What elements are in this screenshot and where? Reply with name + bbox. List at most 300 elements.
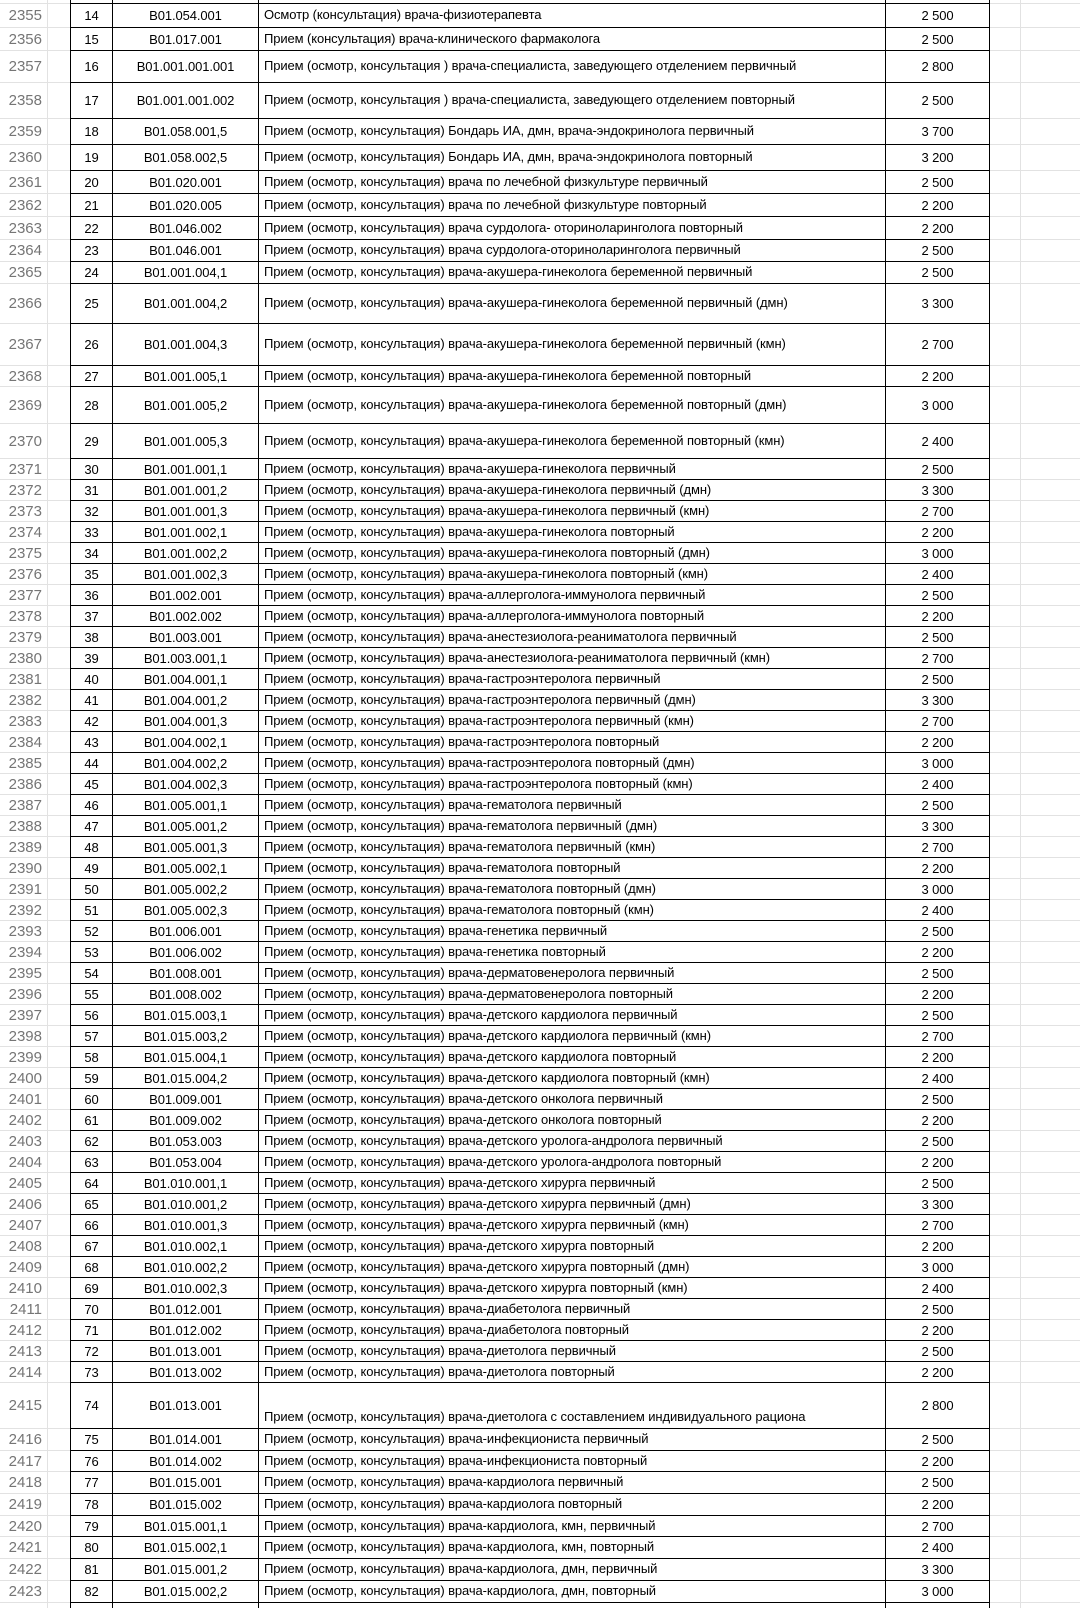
cell-empty-right-1[interactable] (990, 816, 1020, 837)
cell-empty-right-2[interactable] (1020, 1494, 1080, 1516)
cell-number[interactable]: 21 (70, 194, 112, 217)
cell-number[interactable]: 24 (70, 262, 112, 284)
cell-empty-a[interactable] (47, 171, 70, 194)
cell-price[interactable]: 2 700 (885, 1026, 990, 1047)
cell-code[interactable]: В01.008.002 (112, 984, 258, 1005)
cell-price[interactable]: 3 700 (885, 119, 990, 145)
cell-number[interactable]: 81 (70, 1559, 112, 1581)
cell-empty-a[interactable] (47, 262, 70, 284)
cell-price[interactable]: 2 500 (885, 921, 990, 942)
cell-code[interactable]: В01.010.002,1 (112, 1236, 258, 1257)
row-header[interactable]: 2355 (0, 4, 47, 28)
cell-number[interactable]: 75 (70, 1429, 112, 1451)
cell-number[interactable]: 59 (70, 1068, 112, 1089)
cell-price[interactable]: 2 500 (885, 1472, 990, 1494)
cell-description[interactable]: Прием (осмотр, консультация) врача-гастроэнтеролога первичный (дмн) (258, 690, 885, 711)
cell-price[interactable]: 3 000 (885, 1581, 990, 1603)
cell-empty-right-1[interactable] (990, 1494, 1020, 1516)
cell-code[interactable]: В01.004.001,1 (112, 669, 258, 690)
cell-description[interactable]: Прием (осмотр, консультация) врача-акушера-гинеколога первичный (258, 459, 885, 480)
cell-description[interactable]: Прием (осмотр, консультация) врача-диетолога с составлением индивидуального рациона (258, 1383, 885, 1429)
cell-price[interactable]: 2 200 (885, 1047, 990, 1068)
cell-empty-a[interactable] (47, 753, 70, 774)
cell-empty-right-1[interactable] (990, 921, 1020, 942)
row-header[interactable]: 2394 (0, 942, 47, 963)
row-header[interactable]: 2402 (0, 1110, 47, 1131)
row-header[interactable]: 2398 (0, 1026, 47, 1047)
cell-empty-a[interactable] (47, 284, 70, 324)
cell-number[interactable]: 44 (70, 753, 112, 774)
cell-description[interactable]: Прием (осмотр, консультация) врача сурдолога- оториноларинголога повторный (258, 217, 885, 240)
cell-number[interactable]: 56 (70, 1005, 112, 1026)
cell-empty-a[interactable] (47, 145, 70, 171)
cell-description[interactable]: Прием (осмотр, консультация) врача-детского хирурга первичный (кмн) (258, 1215, 885, 1236)
cell-empty-right-1[interactable] (990, 480, 1020, 501)
cell-price[interactable]: 2 500 (885, 1429, 990, 1451)
cell-empty-right-1[interactable] (990, 1005, 1020, 1026)
cell-code[interactable]: В01.014.002 (112, 1451, 258, 1472)
cell-price[interactable]: 2 200 (885, 1494, 990, 1516)
row-header[interactable]: 2405 (0, 1173, 47, 1194)
cell-empty-a[interactable] (47, 240, 70, 262)
cell-empty-right-1[interactable] (990, 324, 1020, 366)
cell-empty-a[interactable] (47, 217, 70, 240)
cell-empty-right-2[interactable] (1020, 1089, 1080, 1110)
cell-empty-right-2[interactable] (1020, 732, 1080, 753)
cell-empty-a[interactable] (47, 1451, 70, 1472)
cell-empty-right-1[interactable] (990, 732, 1020, 753)
cell-empty-right-2[interactable] (1020, 606, 1080, 627)
row-header[interactable]: 2378 (0, 606, 47, 627)
cell-description[interactable]: Прием (осмотр, консультация) врача-гастроэнтеролога повторный (258, 732, 885, 753)
cell-code[interactable]: В01.015.004,1 (112, 1047, 258, 1068)
cell-empty-a[interactable] (47, 711, 70, 732)
cell-empty-a[interactable] (47, 51, 70, 83)
cell-price[interactable]: 2 500 (885, 795, 990, 816)
cell-number[interactable]: 36 (70, 585, 112, 606)
cell-code[interactable]: В01.020.001 (112, 171, 258, 194)
cell-empty-right-2[interactable] (1020, 119, 1080, 145)
cell-number[interactable]: 69 (70, 1278, 112, 1299)
cell-empty-right-1[interactable] (990, 240, 1020, 262)
cell-empty-a[interactable] (47, 732, 70, 753)
cell-description[interactable]: Прием (осмотр, консультация) врача-детского хирурга первичный (дмн) (258, 1194, 885, 1215)
cell-empty-right-2[interactable] (1020, 1110, 1080, 1131)
cell-number[interactable]: 34 (70, 543, 112, 564)
cell-empty-right-1[interactable] (990, 627, 1020, 648)
cell-description[interactable]: Прием (осмотр, консультация) врача-диабетолога первичный (258, 1299, 885, 1320)
cell-description[interactable]: Прием (осмотр, консультация) врача-анестезиолога-реаниматолога первичный (258, 627, 885, 648)
cell-price[interactable]: 2 400 (885, 424, 990, 459)
cell-empty-right-2[interactable] (1020, 648, 1080, 669)
cell-empty-right-1[interactable] (990, 1047, 1020, 1068)
cell-empty-right-1[interactable] (990, 1341, 1020, 1362)
cell-description[interactable]: Прием (осмотр, консультация) врача-акушера-гинеколога беременной повторный (дмн) (258, 387, 885, 424)
row-header[interactable]: 2416 (0, 1429, 47, 1451)
cell-empty-right-1[interactable] (990, 879, 1020, 900)
row-header[interactable]: 2374 (0, 522, 47, 543)
cell-description[interactable]: Прием (осмотр, консультация) врача-гематолога повторный (258, 858, 885, 879)
cell-description[interactable]: Прием (осмотр, консультация) врача-детского онколога первичный (258, 1089, 885, 1110)
cell-empty-a[interactable] (47, 690, 70, 711)
row-header[interactable]: 2383 (0, 711, 47, 732)
cell-description[interactable]: Прием (осмотр, консультация) врача-гастроэнтеролога первичный (258, 669, 885, 690)
cell-empty-right-2[interactable] (1020, 984, 1080, 1005)
cell-empty-right-2[interactable] (1020, 1429, 1080, 1451)
cell-code[interactable]: В01.001.001.001 (112, 51, 258, 83)
row-header[interactable]: 2367 (0, 324, 47, 366)
cell-empty-right-2[interactable] (1020, 51, 1080, 83)
cell-description[interactable]: Прием (осмотр, консультация) врача-гастроэнтеролога повторный (дмн) (258, 753, 885, 774)
row-header[interactable]: 2368 (0, 366, 47, 387)
cell-description[interactable]: Прием (осмотр, консультация) врача-генетика первичный (258, 921, 885, 942)
cell-number[interactable]: 41 (70, 690, 112, 711)
cell-empty-right-2[interactable] (1020, 1559, 1080, 1581)
row-header[interactable]: 2372 (0, 480, 47, 501)
cell-description[interactable]: Прием (осмотр, консультация) врача-акушера-гинеколога беременной первичный (кмн) (258, 324, 885, 366)
cell-number[interactable]: 32 (70, 501, 112, 522)
cell-code[interactable]: В01.002.002 (112, 606, 258, 627)
cell-empty-right-2[interactable] (1020, 171, 1080, 194)
cell-price[interactable]: 2 500 (885, 1173, 990, 1194)
cell-empty-a[interactable] (47, 627, 70, 648)
cell-empty-right-1[interactable] (990, 690, 1020, 711)
row-header[interactable]: 2366 (0, 284, 47, 324)
cell-empty-right-1[interactable] (990, 1603, 1020, 1608)
cell-description[interactable]: Прием (осмотр, консультация) врача-диабетолога повторный (258, 1320, 885, 1341)
cell-empty-a[interactable] (47, 1341, 70, 1362)
cell-empty-a[interactable] (47, 501, 70, 522)
cell-code[interactable]: В01.013.001 (112, 1383, 258, 1429)
cell-price[interactable]: 2 200 (885, 1110, 990, 1131)
cell-number[interactable]: 73 (70, 1362, 112, 1383)
cell-empty-right-2[interactable] (1020, 711, 1080, 732)
cell-code[interactable]: В01.046.001 (112, 240, 258, 262)
cell-code[interactable]: В01.015.004,2 (112, 1068, 258, 1089)
row-header[interactable]: 2359 (0, 119, 47, 145)
cell-empty-right-2[interactable] (1020, 753, 1080, 774)
cell-description[interactable]: Прием (осмотр, консультация) врача-кардиолога, дмн, повторный (258, 1581, 885, 1603)
cell-price[interactable]: 2 200 (885, 1320, 990, 1341)
cell-empty-a[interactable] (47, 606, 70, 627)
cell-number[interactable]: 57 (70, 1026, 112, 1047)
cell-description[interactable]: Прием (осмотр, консультация) врача-детского хирурга первичный (258, 1173, 885, 1194)
cell-code[interactable]: В01.015.002,1 (112, 1537, 258, 1559)
cell-empty-a[interactable] (47, 4, 70, 28)
row-header[interactable]: 2362 (0, 194, 47, 217)
cell-empty-a[interactable] (47, 1362, 70, 1383)
row-header[interactable]: 2395 (0, 963, 47, 984)
cell-empty-right-1[interactable] (990, 669, 1020, 690)
row-header[interactable]: 2370 (0, 424, 47, 459)
cell-price[interactable]: 2 400 (885, 1278, 990, 1299)
row-header[interactable]: 2384 (0, 732, 47, 753)
cell-description[interactable]: Прием (осмотр, консультация) врача-анестезиолога-реаниматолога первичный (кмн) (258, 648, 885, 669)
cell-empty-a[interactable] (47, 984, 70, 1005)
cell-empty-right-2[interactable] (1020, 879, 1080, 900)
row-header[interactable]: 2393 (0, 921, 47, 942)
cell-code[interactable]: В01.046.002 (112, 217, 258, 240)
cell-number[interactable]: 51 (70, 900, 112, 921)
cell-code[interactable]: В01.010.002,3 (112, 1278, 258, 1299)
cell-number[interactable]: 77 (70, 1472, 112, 1494)
cell-price[interactable]: 2 500 (885, 28, 990, 51)
cell-code[interactable]: В01.001.005,2 (112, 387, 258, 424)
cell-empty-right-1[interactable] (990, 984, 1020, 1005)
cell-description[interactable]: Прием (осмотр, консультация) врача-гастроэнтеролога повторный (кмн) (258, 774, 885, 795)
cell-empty-a[interactable] (47, 324, 70, 366)
cell-number[interactable]: 30 (70, 459, 112, 480)
cell-number[interactable]: 50 (70, 879, 112, 900)
cell-empty-right-2[interactable] (1020, 1603, 1080, 1608)
row-header[interactable]: 2413 (0, 1341, 47, 1362)
cell-empty-right-1[interactable] (990, 83, 1020, 119)
cell-empty-a[interactable] (47, 480, 70, 501)
cell-empty-right-2[interactable] (1020, 480, 1080, 501)
cell-empty-right-2[interactable] (1020, 28, 1080, 51)
cell-description[interactable]: Прием (осмотр, консультация) врача-аллерголога-иммунолога первичный (258, 585, 885, 606)
cell-empty-right-2[interactable] (1020, 1278, 1080, 1299)
cell-number[interactable]: 19 (70, 145, 112, 171)
cell-price[interactable]: 2 200 (885, 1451, 990, 1472)
cell-empty-right-2[interactable] (1020, 1451, 1080, 1472)
cell-empty-a[interactable] (47, 1131, 70, 1152)
cell-code[interactable]: В01.001.004,2 (112, 284, 258, 324)
cell-empty-a[interactable] (47, 942, 70, 963)
cell-empty-right-1[interactable] (990, 900, 1020, 921)
cell-number[interactable]: 43 (70, 732, 112, 753)
cell-code[interactable]: В01.001.002,2 (112, 543, 258, 564)
cell-description[interactable]: Прием (осмотр, консультация) врача-детского кардиолога повторный (258, 1047, 885, 1068)
cell-description[interactable]: Прием (осмотр, консультация) врача по лечебной физкультуре повторный (258, 194, 885, 217)
cell-empty-a[interactable] (47, 648, 70, 669)
row-header[interactable]: 2417 (0, 1451, 47, 1472)
cell-number[interactable]: 42 (70, 711, 112, 732)
cell-code[interactable]: В01.015.001 (112, 1472, 258, 1494)
cell-empty-right-2[interactable] (1020, 424, 1080, 459)
cell-code[interactable]: В01.020.005 (112, 194, 258, 217)
cell-number[interactable]: 18 (70, 119, 112, 145)
cell-description[interactable]: Прием (осмотр, консультация) врача-гематолога первичный (дмн) (258, 816, 885, 837)
cell-empty-right-1[interactable] (990, 1537, 1020, 1559)
cell-empty-a[interactable] (47, 1110, 70, 1131)
cell-empty-right-1[interactable] (990, 963, 1020, 984)
cell-empty-right-1[interactable] (990, 459, 1020, 480)
cell-code[interactable]: В01.014.001 (112, 1429, 258, 1451)
cell-empty-right-2[interactable] (1020, 669, 1080, 690)
cell-number[interactable]: 29 (70, 424, 112, 459)
cell-description[interactable]: Прием (осмотр, консультация) врача-диетолога повторный (258, 1362, 885, 1383)
cell-code[interactable]: В01.058.002,5 (112, 145, 258, 171)
row-header[interactable]: 2360 (0, 145, 47, 171)
cell-empty-a[interactable] (47, 900, 70, 921)
cell-empty-right-2[interactable] (1020, 1362, 1080, 1383)
cell-price[interactable]: 3 200 (885, 145, 990, 171)
cell-empty-right-2[interactable] (1020, 543, 1080, 564)
row-header[interactable]: 2371 (0, 459, 47, 480)
cell-empty-right-2[interactable] (1020, 284, 1080, 324)
cell-empty-a[interactable] (47, 963, 70, 984)
row-header[interactable]: 2375 (0, 543, 47, 564)
cell-number[interactable]: 78 (70, 1494, 112, 1516)
cell-empty-right-1[interactable] (990, 171, 1020, 194)
cell-empty-right-2[interactable] (1020, 1299, 1080, 1320)
cell-number[interactable]: 60 (70, 1089, 112, 1110)
cell-price[interactable]: 3 000 (885, 387, 990, 424)
cell-price[interactable]: 2 700 (885, 1516, 990, 1537)
cell-empty-right-1[interactable] (990, 1110, 1020, 1131)
cell-number[interactable]: 28 (70, 387, 112, 424)
cell-code[interactable]: В01.005.002,3 (112, 900, 258, 921)
cell-empty-right-2[interactable] (1020, 217, 1080, 240)
cell-description[interactable]: Прием (осмотр, консультация) врача-детского кардиолога первичный (кмн) (258, 1026, 885, 1047)
cell-empty-a[interactable] (47, 837, 70, 858)
cell-empty-right-2[interactable] (1020, 1320, 1080, 1341)
cell-empty-right-2[interactable] (1020, 1152, 1080, 1173)
cell-number[interactable]: 62 (70, 1131, 112, 1152)
cell-empty-a[interactable] (47, 1559, 70, 1581)
cell-price[interactable]: 2 700 (885, 501, 990, 522)
cell-empty-right-1[interactable] (990, 1472, 1020, 1494)
cell-empty-a[interactable] (47, 774, 70, 795)
cell-description[interactable]: Прием (осмотр, консультация) врача-акушера-гинеколога первичный (кмн) (258, 501, 885, 522)
cell-number[interactable]: 23 (70, 240, 112, 262)
cell-number[interactable]: 65 (70, 1194, 112, 1215)
cell-number[interactable]: 31 (70, 480, 112, 501)
row-header[interactable]: 2380 (0, 648, 47, 669)
cell-number[interactable]: 15 (70, 28, 112, 51)
cell-empty-right-1[interactable] (990, 366, 1020, 387)
row-header[interactable]: 2396 (0, 984, 47, 1005)
cell-empty-a[interactable] (47, 879, 70, 900)
cell-price[interactable]: 2 200 (885, 366, 990, 387)
row-header[interactable]: 2358 (0, 83, 47, 119)
cell-description[interactable]: Прием (осмотр, консультация) врача по лечебной физкультуре первичный (258, 171, 885, 194)
cell-code[interactable]: В01.015.002 (112, 1494, 258, 1516)
cell-empty-a[interactable] (47, 83, 70, 119)
cell-price[interactable]: 2 500 (885, 627, 990, 648)
cell-description[interactable]: Прием (осмотр, консультация) врача сурдолога-оториноларинголога первичный (258, 240, 885, 262)
cell-empty-right-2[interactable] (1020, 1215, 1080, 1236)
row-header[interactable]: 2389 (0, 837, 47, 858)
cell-code[interactable]: В01.013.002 (112, 1362, 258, 1383)
cell-empty-right-1[interactable] (990, 1026, 1020, 1047)
row-header[interactable]: 2386 (0, 774, 47, 795)
cell-empty-a[interactable] (47, 1005, 70, 1026)
cell-empty-a[interactable] (47, 585, 70, 606)
row-header[interactable]: 2392 (0, 900, 47, 921)
cell-empty-right-2[interactable] (1020, 942, 1080, 963)
cell-price[interactable]: 2 700 (885, 711, 990, 732)
cell-code[interactable]: В01.010.001,3 (112, 1215, 258, 1236)
cell-empty-right-1[interactable] (990, 4, 1020, 28)
row-header[interactable]: 2364 (0, 240, 47, 262)
cell-price[interactable]: 2 400 (885, 774, 990, 795)
cell-description[interactable]: Прием (осмотр, консультация) врача-дерматовенеролога первичный (258, 963, 885, 984)
cell-price[interactable]: 2 500 (885, 459, 990, 480)
cell-empty-right-2[interactable] (1020, 194, 1080, 217)
cell-empty-right-1[interactable] (990, 262, 1020, 284)
cell-empty-a[interactable] (47, 1173, 70, 1194)
cell-price[interactable]: 2 700 (885, 648, 990, 669)
cell-empty-right-2[interactable] (1020, 1173, 1080, 1194)
cell-empty-a[interactable] (47, 1068, 70, 1089)
row-header[interactable]: 2385 (0, 753, 47, 774)
cell-code[interactable]: В01.015.001,2 (112, 1559, 258, 1581)
cell-description[interactable]: Прием (осмотр, консультация) врача-детского кардиолога повторный (кмн) (258, 1068, 885, 1089)
cell-empty-right-2[interactable] (1020, 83, 1080, 119)
cell-description[interactable]: Прием (осмотр, консультация) врача-акушера-гинеколога повторный (кмн) (258, 564, 885, 585)
cell-code[interactable]: В01.005.001,2 (112, 816, 258, 837)
cell-price[interactable]: 3 300 (885, 480, 990, 501)
cell-description[interactable]: Прием (осмотр, консультация) врача-детского кардиолога первичный (258, 1005, 885, 1026)
cell-empty-right-2[interactable] (1020, 262, 1080, 284)
cell-number[interactable]: 35 (70, 564, 112, 585)
cell-description[interactable]: Прием (осмотр, консультация) врача-гематолога повторный (дмн) (258, 879, 885, 900)
cell-empty-right-1[interactable] (990, 1089, 1020, 1110)
cell-empty-a[interactable] (47, 1026, 70, 1047)
row-header[interactable]: 2387 (0, 795, 47, 816)
cell-empty-right-1[interactable] (990, 1173, 1020, 1194)
cell-empty-a[interactable] (47, 1257, 70, 1278)
row-header[interactable]: 2369 (0, 387, 47, 424)
cell-empty-right-2[interactable] (1020, 564, 1080, 585)
cell-price[interactable]: 2 500 (885, 4, 990, 28)
cell-empty-right-1[interactable] (990, 1299, 1020, 1320)
row-header[interactable]: 2410 (0, 1278, 47, 1299)
row-header[interactable]: 2381 (0, 669, 47, 690)
cell-empty-right-1[interactable] (990, 564, 1020, 585)
cell-empty-a[interactable] (47, 366, 70, 387)
cell-empty-a[interactable] (47, 1472, 70, 1494)
cell-empty-right-2[interactable] (1020, 921, 1080, 942)
cell-empty-right-1[interactable] (990, 774, 1020, 795)
cell-empty-right-2[interactable] (1020, 240, 1080, 262)
cell-description[interactable]: Прием (осмотр, консультация) врача-кардиолога первичный (258, 1472, 885, 1494)
cell-price[interactable]: 3 300 (885, 1559, 990, 1581)
cell-empty-right-2[interactable] (1020, 774, 1080, 795)
cell-price[interactable]: 2 200 (885, 858, 990, 879)
row-header[interactable]: 2361 (0, 171, 47, 194)
cell-price[interactable]: 2 700 (885, 837, 990, 858)
cell-number[interactable]: 45 (70, 774, 112, 795)
cell-empty-a[interactable] (47, 459, 70, 480)
cell-empty-a[interactable] (47, 858, 70, 879)
cell-number[interactable]: 82 (70, 1581, 112, 1603)
cell-empty-right-2[interactable] (1020, 1341, 1080, 1362)
cell-empty-right-2[interactable] (1020, 1257, 1080, 1278)
row-header[interactable]: 2419 (0, 1494, 47, 1516)
cell-empty-right-1[interactable] (990, 1383, 1020, 1429)
cell-empty-right-1[interactable] (990, 1559, 1020, 1581)
cell-empty-right-2[interactable] (1020, 324, 1080, 366)
cell-code[interactable]: В01.058.001,5 (112, 119, 258, 145)
cell-number[interactable]: 79 (70, 1516, 112, 1537)
cell-price[interactable]: 2 200 (885, 194, 990, 217)
cell-code[interactable]: В01.005.001,1 (112, 795, 258, 816)
cell-code[interactable]: В01.012.002 (112, 1320, 258, 1341)
cell-empty-right-1[interactable] (990, 585, 1020, 606)
cell-empty-right-1[interactable] (990, 1152, 1020, 1173)
cell-empty-a[interactable] (47, 543, 70, 564)
cell-empty-right-1[interactable] (990, 424, 1020, 459)
cell-code[interactable]: В01.006.002 (112, 942, 258, 963)
row-header[interactable]: 2397 (0, 1005, 47, 1026)
cell-code[interactable] (112, 1603, 258, 1608)
row-header[interactable]: 2409 (0, 1257, 47, 1278)
cell-empty-right-1[interactable] (990, 648, 1020, 669)
cell-description[interactable]: Прием (осмотр, консультация) врача-детского онколога повторный (258, 1110, 885, 1131)
